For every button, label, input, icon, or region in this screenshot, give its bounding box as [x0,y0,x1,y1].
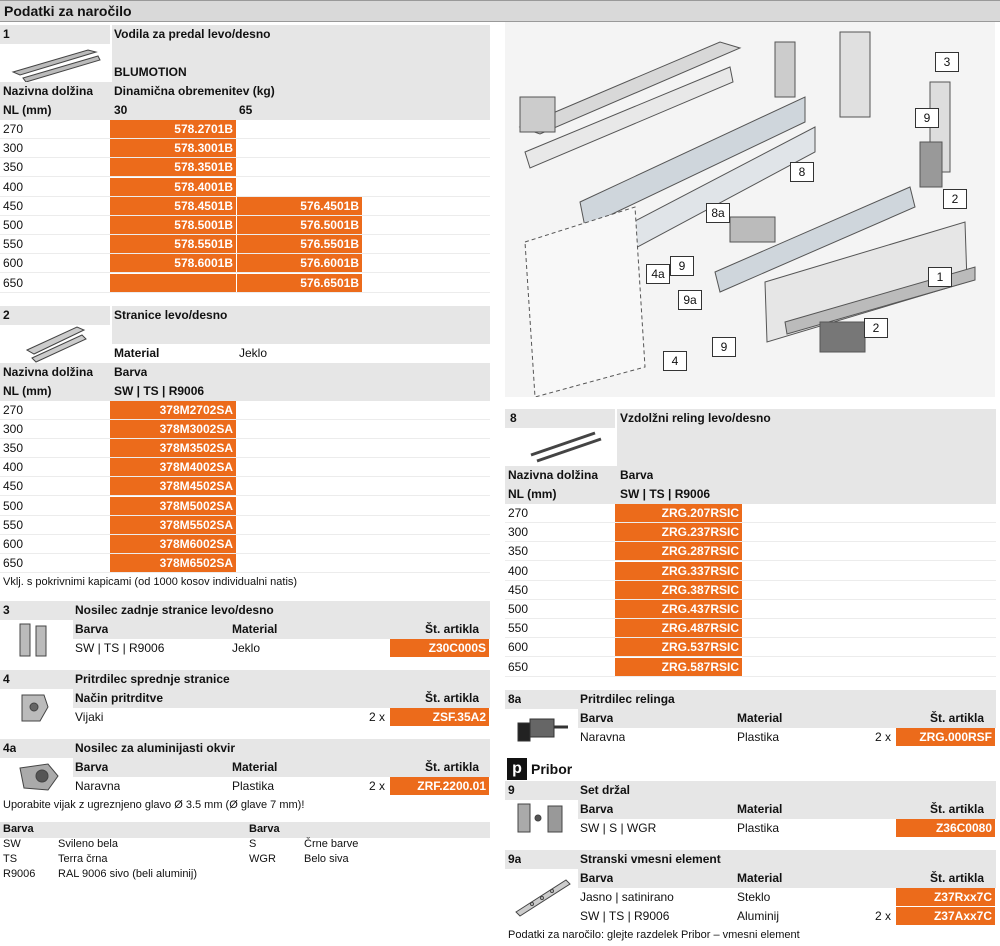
accessories-icon: p [507,758,527,780]
s2-row-article: 378M2702SA [110,401,237,420]
row-divider [0,438,490,439]
legend-name: Belo siva [304,853,349,865]
s8-row-article: ZRG.587RSIC [615,658,743,677]
s9-h2: Material [737,802,783,816]
s3-title: Nosilec zadnje stranice levo/desno [75,603,274,617]
s8a-v1: Naravna [580,730,626,744]
row-divider [0,553,490,554]
s1-row-article-30: 578.4501B [110,197,237,216]
s2-row-article: 378M4002SA [110,458,237,477]
s9a-r2-v2: Aluminij [737,909,780,923]
s2-note: Vklj. s pokrivnimi kapicami (od 1000 kosov individualni natis) [3,576,298,588]
s1-nl-unit: NL (mm) [3,103,52,117]
legend-code: SW [3,838,21,850]
s2-row-nl: 400 [3,460,24,475]
s3-h3: Št. artikla [425,622,480,636]
s2-row-nl: 350 [3,441,24,456]
callout-4: 4 [663,351,687,371]
s3-v1: SW | TS | R9006 [75,641,165,655]
back-bracket-icon [14,620,54,660]
row-divider [505,522,996,523]
legend-code: R9006 [3,868,36,880]
callout-9-bottom: 9 [712,337,736,357]
s2-row-nl: 450 [3,479,24,494]
s2-row-nl: 270 [3,403,24,417]
s4a-article: ZRF.2200.01 [390,777,490,796]
s4-h3: Št. artikla [425,691,480,705]
row-divider [505,541,996,542]
s8-nl-label: Nazivna dolžina [508,468,599,482]
s9-v2: Plastika [737,821,780,835]
s2-row-nl: 650 [3,555,24,570]
s1-row-article-30: 578.2701B [110,120,237,139]
s8-row-nl: 650 [508,659,529,674]
legend-code: TS [3,853,18,865]
s8-color-label: Barva [620,468,654,482]
legend-h2: Barva [249,823,280,835]
s4a-num: 4a [3,741,17,755]
s4a-h2: Material [232,760,278,774]
row-divider [0,419,490,420]
s9-v1: SW | S | WGR [580,821,657,835]
s8-num: 8 [510,411,517,425]
s8a-v2: Plastika [737,730,780,744]
s2-title: Stranice levo/desno [114,308,228,322]
s8-row-article: ZRG.287RSIC [615,542,743,561]
s8a-h3: Št. artikla [930,711,985,725]
s3-h1: Barva [75,622,109,636]
s9a-h3: Št. artikla [930,871,985,885]
s2-row-nl: 300 [3,422,24,437]
s1-row-article-30: 578.5001B [110,216,237,235]
s1-row-article-30: 578.4001B [110,178,237,197]
s8a-title: Pritrdilec relinga [580,692,675,706]
s9a-r1-v2: Steklo [737,890,771,904]
s8-row-article: ZRG.387RSIC [615,581,743,600]
s8-row-nl: 600 [508,640,529,655]
callout-9a: 9a [678,290,702,310]
s1-col-b: 65 [239,103,253,117]
row-divider [0,157,490,158]
s1-title: Vodila za predal levo/desno [114,27,271,41]
holder-set-icon [512,800,572,838]
s2-row-article: 378M3502SA [110,439,237,458]
legend-name: RAL 9006 sivo (beli aluminij) [58,868,197,880]
s1-row-article-65: 576.6001B [237,254,363,273]
row-divider [505,656,996,657]
s1-row-article-30: 578.6001B [110,254,237,273]
s8-row-nl: 400 [508,563,529,578]
legend-name: Črne barve [304,838,359,850]
s4a-qty: 2 x [369,779,386,793]
s4a-v2: Plastika [232,779,275,793]
s1-row-nl: 450 [3,198,24,213]
s2-mat-label: Material [114,346,160,360]
s1-row-nl: 600 [3,256,24,271]
s9a-note: Podatki za naročilo: glejte razdelek Pribor – vmesni element [508,929,800,941]
s1-row-article-65: 576.4501B [237,197,363,216]
row-divider [0,495,490,496]
s2-nl-label: Nazivna dolžina [3,365,94,379]
s1-row-nl: 400 [3,179,24,194]
s1-row-article-65: 576.6501B [237,274,363,293]
s8-row-article: ZRG.207RSIC [615,504,743,523]
s4-qty: 2 x [369,710,386,724]
s9a-r1-v1: Jasno | satinirano [580,890,674,904]
s8-row-nl: 500 [508,602,529,616]
s9a-title: Stranski vmesni element [580,852,721,866]
s2-num: 2 [3,308,10,322]
s8-row-article: ZRG.537RSIC [615,638,743,657]
row-divider [505,580,996,581]
s2-row-nl: 500 [3,498,24,513]
s1-row-article-30: 578.3501B [110,158,237,177]
s2-row-article: 378M6002SA [110,535,237,554]
s1-row-article-65: 576.5501B [237,235,363,254]
s9a-r1-article: Z37Rxx7C [896,888,996,907]
s8a-qty: 2 x [875,730,892,744]
row-divider [505,676,996,677]
s8-row-article: ZRG.487RSIC [615,619,743,638]
s2-row-article: 378M3002SA [110,420,237,439]
intermediate-element-icon [512,872,574,922]
callout-8a: 8a [706,203,730,223]
s8a-num: 8a [508,692,522,706]
callout-4a: 4a [646,264,670,284]
s9a-h1: Barva [580,871,614,885]
s9-title: Set držal [580,783,631,797]
legend-h1: Barva [3,823,34,835]
s4a-v1: Naravna [75,779,121,793]
s9a-num: 9a [508,852,522,866]
rail-icon [525,425,605,465]
s1-row-article-65: 576.5001B [237,216,363,235]
exploded-drawer-diagram [505,22,995,397]
s9-num: 9 [508,783,515,797]
legend-code: S [249,838,257,850]
s2-row-article: 378M6502SA [110,554,237,573]
s4-h1: Način pritrditve [75,691,164,705]
s9a-r2-article: Z37Axx7C [896,907,996,926]
rail-connector-icon [512,709,572,747]
s1-row-article-30 [110,274,237,293]
row-divider [505,618,996,619]
s2-row-article: 378M5502SA [110,516,237,535]
row-divider [0,292,490,293]
s8-nl-unit: NL (mm) [508,487,557,501]
s1-row-nl: 300 [3,141,24,156]
s2-color-label: Barva [114,365,148,379]
s9-h1: Barva [580,802,614,816]
legend-code: WGR [249,853,276,865]
callout-9: 9 [915,108,939,128]
s3-num: 3 [3,603,10,617]
s8-row-nl: 550 [508,621,529,636]
callout-9-mid: 9 [670,256,694,276]
s1-row-article-30: 578.5501B [110,235,237,254]
s4-article: ZSF.35A2 [390,708,490,727]
s4-title: Pritrdilec sprednje stranice [75,672,230,686]
s1-row-nl: 350 [3,160,24,175]
callout-2-bottom: 2 [864,318,888,338]
s1-col-a: 30 [114,103,128,117]
accessories-label: Pribor [531,761,573,777]
page-title: Podatki za naročilo [0,0,1000,22]
s2-row-article: 378M4502SA [110,477,237,496]
legend-name: Svileno bela [58,838,118,850]
s4a-title: Nosilec za aluminijasti okvir [75,741,236,755]
s8-row-article: ZRG.337RSIC [615,562,743,581]
row-divider [0,176,490,177]
s3-v2: Jeklo [232,641,261,655]
row-divider [0,534,490,535]
s4a-note: Uporabite vijak z ugreznjeno glavo Ø 3.5 mm (Ø glave 7 mm)! [3,799,305,811]
s3-article: Z30C000S [390,639,490,658]
callout-1: 1 [928,267,952,287]
row-divider [505,637,996,638]
row-divider [0,515,490,516]
s4a-h3: Št. artikla [425,760,480,774]
s8a-h1: Barva [580,711,614,725]
s2-row-article: 378M5002SA [110,497,237,516]
s8-row-article: ZRG.237RSIC [615,523,743,542]
row-divider [0,476,490,477]
row-divider [0,138,490,139]
s8-color-val: SW | TS | R9006 [620,487,711,501]
s8a-h2: Material [737,711,783,725]
s9-article: Z36C0080 [896,819,996,838]
s9a-r2-v1: SW | TS | R9006 [580,909,670,923]
s1-nl-label: Nazivna dolžina [3,84,94,98]
s1-row-nl: 500 [3,218,24,232]
s2-mat-val: Jeklo [239,346,268,360]
s4-v1: Vijaki [75,710,104,724]
s1-row-nl: 550 [3,237,24,252]
s2-color-val: SW | TS | R9006 [114,384,205,398]
s8-row-article: ZRG.437RSIC [615,600,743,619]
callout-2-top: 2 [943,189,967,209]
row-divider [505,599,996,600]
s1-row-nl: 270 [3,122,24,136]
s9-h3: Št. artikla [930,802,985,816]
drawer-runner-icon [8,42,103,82]
s8-row-nl: 450 [508,582,529,597]
s9a-h2: Material [737,871,783,885]
s1-load-label: Dinamična obremenitev (kg) [114,84,275,98]
callout-8: 8 [790,162,814,182]
frame-holder-icon [14,758,64,796]
callout-3: 3 [935,52,959,72]
s9a-r2-qty: 2 x [875,909,892,923]
s1-row-nl: 650 [3,275,24,290]
s2-nl-unit: NL (mm) [3,384,52,398]
s8a-article: ZRG.000RSF [896,728,996,747]
legend-name: Terra črna [58,853,108,865]
s1-num: 1 [3,25,10,44]
s4-num: 4 [3,672,10,686]
row-divider [0,457,490,458]
s8-row-nl: 350 [508,544,529,559]
front-fixing-icon [14,689,54,727]
s3-h2: Material [232,622,278,636]
s1-row-article-30: 578.3001B [110,139,237,158]
drawer-side-icon [22,322,92,364]
s8-row-nl: 300 [508,525,529,540]
s8-row-nl: 270 [508,506,529,520]
s1-brand: BLUMOTION [114,65,187,79]
s4a-h1: Barva [75,760,109,774]
s2-row-nl: 550 [3,517,24,532]
s2-row-nl: 600 [3,536,24,551]
s8-title: Vzdolžni reling levo/desno [620,411,771,425]
row-divider [505,560,996,561]
